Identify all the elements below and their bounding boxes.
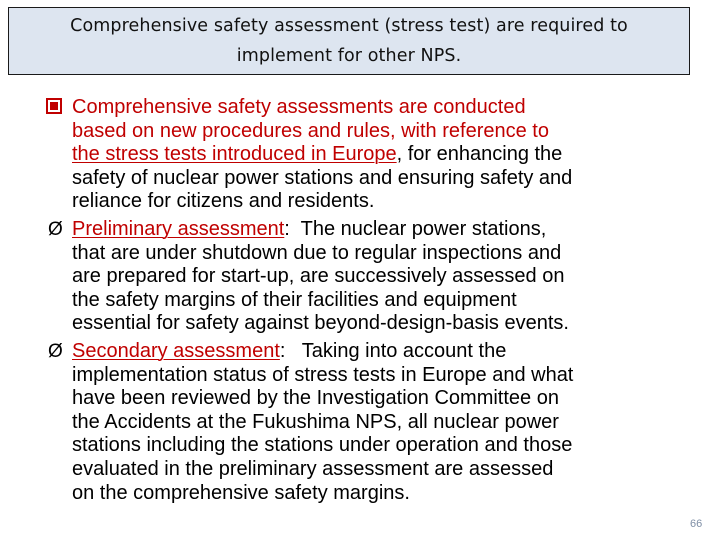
arrow-bullet-icon: Ø [48, 340, 63, 362]
bullet3-line4: the Accidents at the Fukushima NPS, all nuclear power [72, 410, 559, 433]
bullet-comprehensive [48, 96, 698, 214]
bullet-secondary [48, 340, 698, 505]
bullet1-line2: based on new procedures and rules, with reference to [72, 119, 549, 142]
stress-test-europe-link: the stress tests introduced in Europe [72, 143, 397, 166]
preliminary-assessment-label: Preliminary assessment [72, 217, 285, 240]
bullet3-line6: evaluated in the preliminary assessment are assessed [72, 457, 554, 480]
bullet1-line4: safety of nuclear power stations and ensuring safety and [72, 166, 573, 189]
bullet3-line3: have been reviewed by the Investigation Committee on [72, 387, 559, 410]
bullet2-line5: essential for safety against beyond-design-basis events. [72, 312, 569, 335]
bullet3-line7: on the comprehensive safety margins. [72, 481, 410, 504]
bullet-preliminary [48, 218, 698, 336]
bullet2-line4: the safety margins of their facilities and equipment [72, 288, 517, 311]
bullet2-line1: Preliminary assessment: The nuclear power stations, [72, 217, 547, 240]
title-line-2: implement for other NPS. [236, 46, 462, 66]
bullet1-line3: the stress tests introduced in Europe, for enhancing the [72, 143, 563, 166]
page-number: 66 [690, 518, 703, 530]
bullet1-line5: reliance for citizens and residents. [72, 190, 375, 213]
bullet1-line1: Comprehensive safety assessments are conducted [72, 96, 526, 118]
bullet3-line2: implementation status of stress tests in Europe and what [72, 363, 574, 386]
bullet2-line2: that are under shutdown due to regular inspections and [72, 241, 562, 264]
bullet2-line3: are prepared for start-up, are successively assessed on [72, 265, 565, 288]
slide-title-box [8, 7, 690, 75]
title-line-1: Comprehensive safety assessment (stress test) are required to [70, 16, 628, 36]
bullet3-line1: Secondary assessment: Taking into account the [72, 339, 507, 362]
arrow-bullet-icon: Ø [48, 218, 63, 240]
bullet3-line5: stations including the stations under operation and those [72, 434, 573, 457]
slide-content [48, 96, 698, 509]
secondary-assessment-label: Secondary assessment [72, 339, 280, 362]
square-bullet-icon [46, 98, 62, 114]
